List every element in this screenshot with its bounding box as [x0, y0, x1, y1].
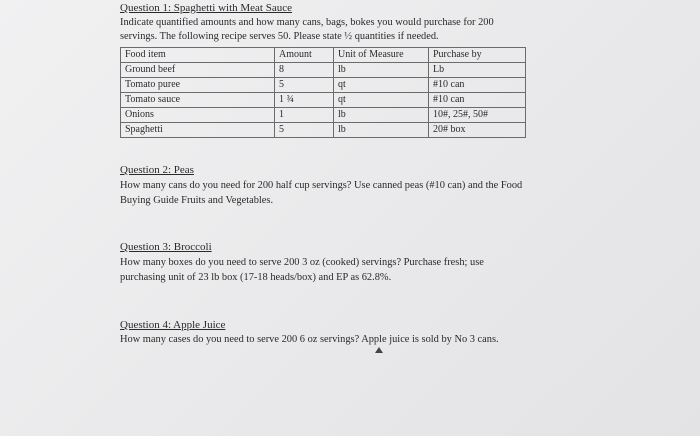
question-3-title: Question 3: Broccoli	[120, 241, 212, 253]
question-1-title: Question 1: Spaghetti with Meat Sauce	[120, 2, 292, 14]
table-header-row	[121, 48, 526, 63]
question-3-text-line-2: purchasing unit of 23 lb box (17-18 heads/box) and EP as 62.8%.	[120, 272, 392, 283]
cell-amount: 5	[275, 78, 334, 93]
question-2-text-line-1: How many cans do you need for 200 half cup servings? Use canned peas (#10 can) and the Food	[120, 180, 523, 191]
cell-purchase-by: #10 can	[429, 78, 526, 93]
cell-amount: 1 ¾	[275, 93, 334, 108]
cell-food-item: Tomato sauce	[121, 93, 275, 108]
header-amount: Amount	[275, 48, 334, 63]
cell-food-item: Onions	[121, 108, 275, 123]
cell-purchase-by: Lb	[429, 63, 526, 78]
cell-amount: 5	[275, 123, 334, 138]
question-2-title: Question 2: Peas	[120, 164, 194, 176]
question-3-text-line-1: How many boxes do you need to serve 200 3 oz (cooked) servings? Purchase fresh; use	[120, 257, 484, 268]
cell-food-item: Spaghetti	[121, 123, 275, 138]
question-2-text-line-2: Buying Guide Fruits and Vegetables.	[120, 195, 274, 206]
question-4-text-line-1: How many cases do you need to serve 200 6 oz servings? Apple juice is sold by No 3 cans.	[120, 334, 499, 345]
recipe-table	[120, 47, 526, 138]
cell-food-item: Tomato puree	[121, 78, 275, 93]
cell-purchase-by: 10#, 25#, 50#	[429, 108, 526, 123]
cell-unit: lb	[334, 123, 429, 138]
cell-food-item: Ground beef	[121, 63, 275, 78]
table-row	[121, 63, 526, 78]
table-row	[121, 78, 526, 93]
table-row	[121, 123, 526, 138]
cell-purchase-by: 20# box	[429, 123, 526, 138]
text-cursor-caret-icon	[375, 347, 383, 353]
question-4-title: Question 4: Apple Juice	[120, 319, 226, 331]
cell-unit: lb	[334, 108, 429, 123]
cell-amount: 1	[275, 108, 334, 123]
header-unit-of-measure: Unit of Measure	[334, 48, 429, 63]
question-1-text-line-2: servings. The following recipe serves 50. Please state ½ quantities if needed.	[120, 31, 439, 42]
cell-amount: 8	[275, 63, 334, 78]
cell-unit: qt	[334, 93, 429, 108]
question-1-text-line-1: Indicate quantified amounts and how many cans, bags, bokes you would purchase for 200	[120, 17, 494, 28]
cell-purchase-by: #10 can	[429, 93, 526, 108]
cell-unit: qt	[334, 78, 429, 93]
header-purchase-by: Purchase by	[429, 48, 526, 63]
table-row	[121, 93, 526, 108]
cell-unit: lb	[334, 63, 429, 78]
table-row	[121, 108, 526, 123]
header-food-item: Food item	[121, 48, 275, 63]
